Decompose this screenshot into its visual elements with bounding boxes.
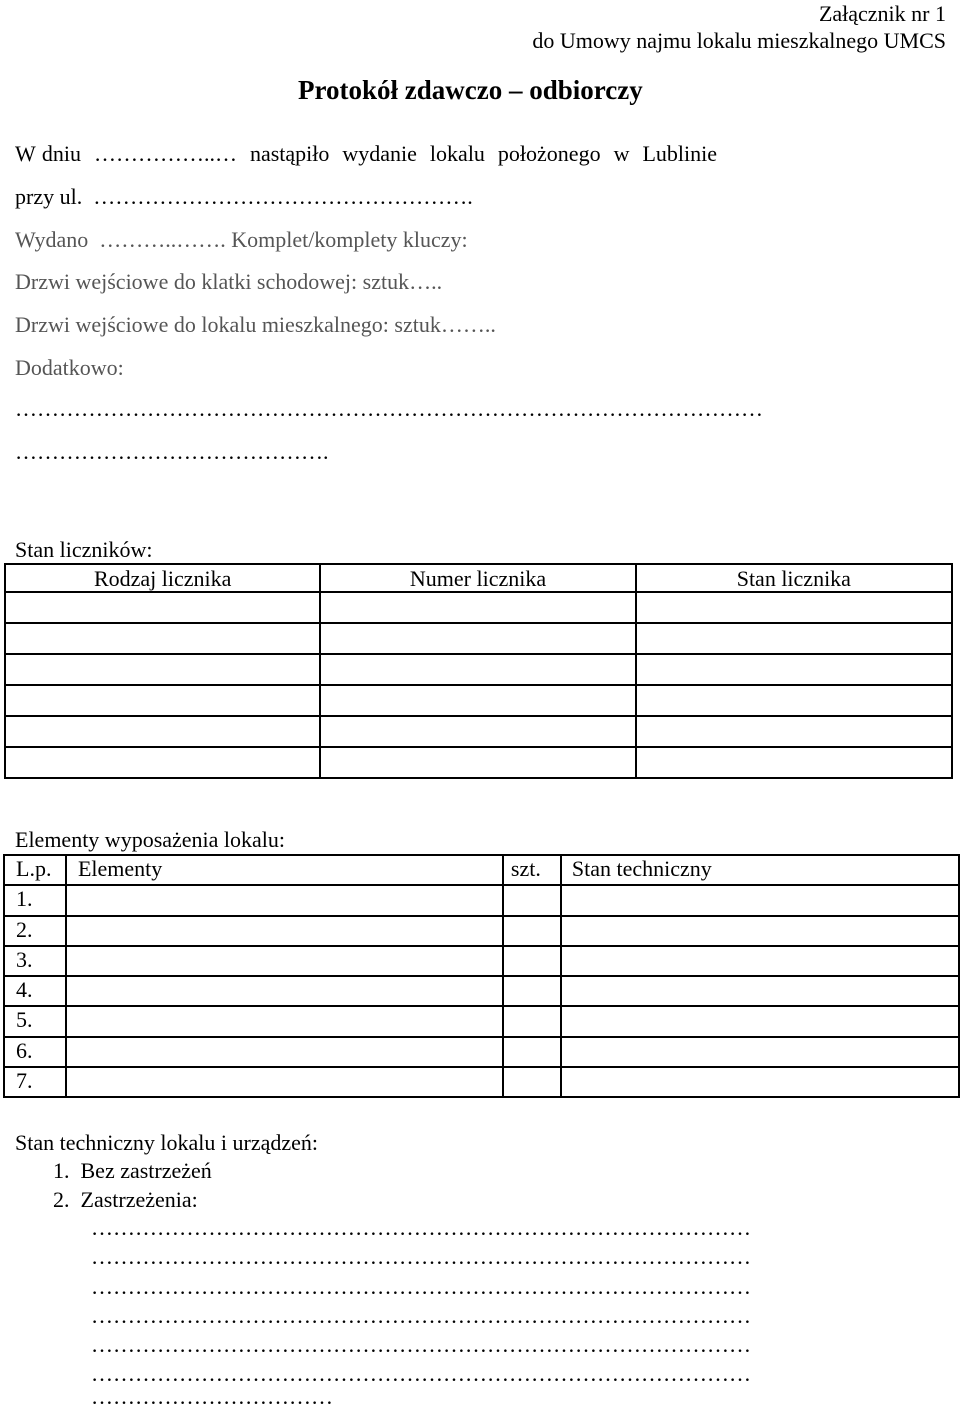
condition-cell[interactable] xyxy=(561,946,959,976)
staircase-keys-line: Drzwi wejściowe do klatki schodowej: sztuk….. xyxy=(15,269,443,294)
equipment-label: Elementy wyposażenia lokalu: xyxy=(15,827,286,852)
row-number: 3. xyxy=(4,946,66,976)
element-cell[interactable] xyxy=(66,1037,503,1067)
keys-issued-line: Wydano ………..……. Komplet/komplety kluczy: xyxy=(15,227,468,252)
table-row xyxy=(5,747,952,778)
meter-reading-cell[interactable] xyxy=(636,654,952,685)
table-row xyxy=(4,946,959,976)
quantity-cell[interactable] xyxy=(503,916,561,946)
elements-header: Elementy xyxy=(66,855,503,885)
row-number: 6. xyxy=(4,1037,66,1067)
quantity-cell[interactable] xyxy=(503,946,561,976)
meters-label: Stan liczników: xyxy=(15,537,153,562)
meter-number-cell[interactable] xyxy=(320,654,635,685)
condition-cell[interactable] xyxy=(561,1067,959,1097)
row-number: 5. xyxy=(4,1006,66,1036)
meter-type-cell[interactable] xyxy=(5,623,320,654)
meter-number-cell[interactable] xyxy=(320,685,635,716)
table-row xyxy=(4,976,959,1006)
apartment-keys-line: Drzwi wejściowe do lokalu mieszkalnego: sztuk…….. xyxy=(15,312,496,337)
condition-cell[interactable] xyxy=(561,916,959,946)
meter-type-cell[interactable] xyxy=(5,716,320,747)
meter-number-cell[interactable] xyxy=(320,747,635,778)
meter-type-cell[interactable] xyxy=(5,592,320,623)
additional-dots-2: ……………………………………. xyxy=(15,439,329,464)
equipment-table xyxy=(3,854,960,1098)
table-row xyxy=(5,592,952,623)
additional-label: Dodatkowo: xyxy=(15,355,124,380)
row-number: 2. xyxy=(4,916,66,946)
meter-reading-header: Stan licznika xyxy=(636,564,952,592)
element-cell[interactable] xyxy=(66,916,503,946)
document-title: Protokół zdawczo – odbiorczy xyxy=(298,75,643,105)
annex-number: Załącznik nr 1 xyxy=(818,1,946,26)
quantity-cell[interactable] xyxy=(503,976,561,1006)
table-row xyxy=(4,1006,959,1036)
annex-agreement: do Umowy najmu lokalu mieszkalnego UMCS xyxy=(532,28,946,53)
element-cell[interactable] xyxy=(66,1006,503,1036)
reservations-dots-line[interactable]: ……………………………………………………………………………… xyxy=(91,1274,751,1299)
table-row xyxy=(5,685,952,716)
meter-reading-cell[interactable] xyxy=(636,685,952,716)
meter-reading-cell[interactable] xyxy=(636,623,952,654)
element-cell[interactable] xyxy=(66,976,503,1006)
meters-header-row xyxy=(5,564,952,592)
meter-reading-cell[interactable] xyxy=(636,592,952,623)
meter-number-cell[interactable] xyxy=(320,623,635,654)
table-row xyxy=(4,1067,959,1097)
condition-cell[interactable] xyxy=(561,885,959,915)
quantity-cell[interactable] xyxy=(503,1006,561,1036)
element-cell[interactable] xyxy=(66,885,503,915)
table-row xyxy=(4,916,959,946)
table-row xyxy=(5,654,952,685)
meter-number-cell[interactable] xyxy=(320,592,635,623)
table-row xyxy=(4,885,959,915)
table-row xyxy=(5,623,952,654)
condition-label: Stan techniczny lokalu i urządzeń: xyxy=(15,1130,318,1155)
condition-cell[interactable] xyxy=(561,1006,959,1036)
equipment-header-row xyxy=(4,855,959,885)
meter-type-cell[interactable] xyxy=(5,747,320,778)
condition-cell[interactable] xyxy=(561,1037,959,1067)
quantity-header: szt. xyxy=(503,855,561,885)
meter-type-cell[interactable] xyxy=(5,654,320,685)
additional-dots-1: ………………………………………………………………………………………… xyxy=(15,396,763,421)
element-cell[interactable] xyxy=(66,1067,503,1097)
meter-type-cell[interactable] xyxy=(5,685,320,716)
row-number: 1. xyxy=(4,885,66,915)
reservations-dots-line-short[interactable]: …………………………… xyxy=(91,1384,333,1409)
element-cell[interactable] xyxy=(66,946,503,976)
meters-table xyxy=(4,563,953,779)
quantity-cell[interactable] xyxy=(503,1037,561,1067)
reservations-dots-line[interactable]: ……………………………………………………………………………… xyxy=(91,1303,751,1328)
table-row xyxy=(4,1037,959,1067)
reservations-dots-line[interactable]: ……………………………………………………………………………… xyxy=(91,1244,751,1269)
condition-cell[interactable] xyxy=(561,976,959,1006)
reservations-dots-line[interactable]: ……………………………………………………………………………… xyxy=(91,1361,751,1386)
meter-reading-cell[interactable] xyxy=(636,747,952,778)
meter-type-header: Rodzaj licznika xyxy=(5,564,320,592)
meter-reading-cell[interactable] xyxy=(636,716,952,747)
lp-header: L.p. xyxy=(4,855,66,885)
row-number: 7. xyxy=(4,1067,66,1097)
quantity-cell[interactable] xyxy=(503,885,561,915)
table-row xyxy=(5,716,952,747)
row-number: 4. xyxy=(4,976,66,1006)
meter-number-header: Numer licznika xyxy=(320,564,635,592)
technical-condition-header: Stan techniczny xyxy=(561,855,959,885)
street-line: przy ul. ……………………………………………. xyxy=(15,184,473,209)
reservations-dots-line[interactable]: ……………………………………………………………………………… xyxy=(91,1332,751,1357)
meter-number-cell[interactable] xyxy=(320,716,635,747)
quantity-cell[interactable] xyxy=(503,1067,561,1097)
date-line: W dniu ……………..… nastąpiło wydanie lokalu położonego w Lublinie xyxy=(15,141,717,166)
option-reservations: 2. Zastrzeżenia: xyxy=(53,1187,198,1212)
reservations-dots-line[interactable]: ……………………………………………………………………………… xyxy=(91,1215,751,1240)
option-no-reservations: 1. Bez zastrzeżeń xyxy=(53,1158,212,1183)
